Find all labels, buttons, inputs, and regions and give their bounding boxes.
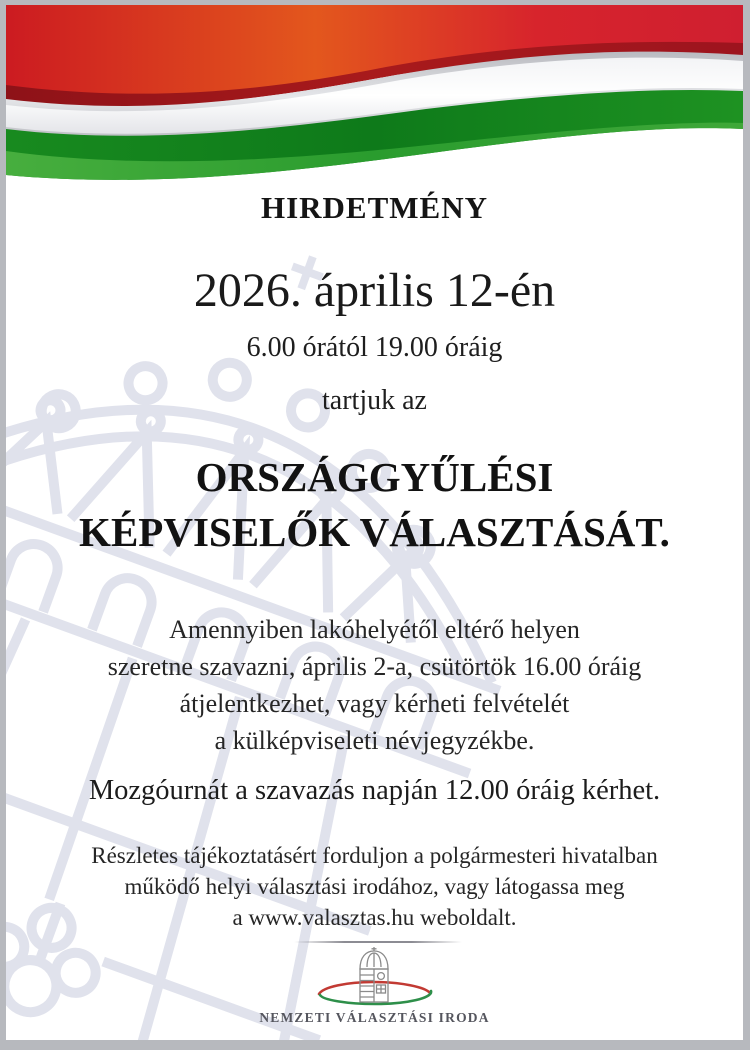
polling-hours: 6.00 órától 19.00 óráig (246, 332, 503, 363)
footer-org-name: NEMZETI VÁLASZTÁSI IRODA (259, 1010, 490, 1025)
election-title-line2: KÉPVISELŐK VÁLASZTÁSÁT. (79, 509, 670, 555)
further-info-paragraph (6, 840, 743, 933)
mobile-ballot-box-line: Mozgóurnát a szavazás napján 12.00 óráig kérhet. (88, 775, 661, 806)
election-date: 2026. április 12-én (193, 264, 556, 317)
lead-in-text: tartjuk az (322, 385, 427, 416)
paragraph-line: Amennyiben lakóhelyétől eltérő helyen (169, 615, 580, 644)
paragraph-line: működő helyi választási irodához, vagy látogassa meg (124, 874, 625, 899)
announcement-title: HIRDETMÉNY (260, 190, 488, 225)
hungarian-flag-wave-banner (6, 5, 743, 180)
paragraph-line: a www.valasztas.hu weboldalt. (232, 905, 517, 930)
paragraph-line: átjelentkezhet, vagy kérheti felvételét (179, 689, 570, 718)
poster-page (6, 5, 743, 1040)
election-title-line1: ORSZÁGGYŰLÉSI (195, 454, 554, 500)
absentee-voting-paragraph (6, 611, 743, 759)
election-title (6, 450, 743, 560)
paragraph-line: Részletes tájékoztatásért forduljon a polgármesteri hivatalban (91, 843, 658, 868)
paragraph-line: a külképviseleti névjegyzékbe. (214, 726, 535, 755)
footer-divider (294, 941, 462, 943)
paragraph-line: szeretne szavazni, április 2-a, csütörtök 16.00 óráig (107, 652, 642, 681)
nvi-crown-logo-icon (309, 947, 439, 1009)
